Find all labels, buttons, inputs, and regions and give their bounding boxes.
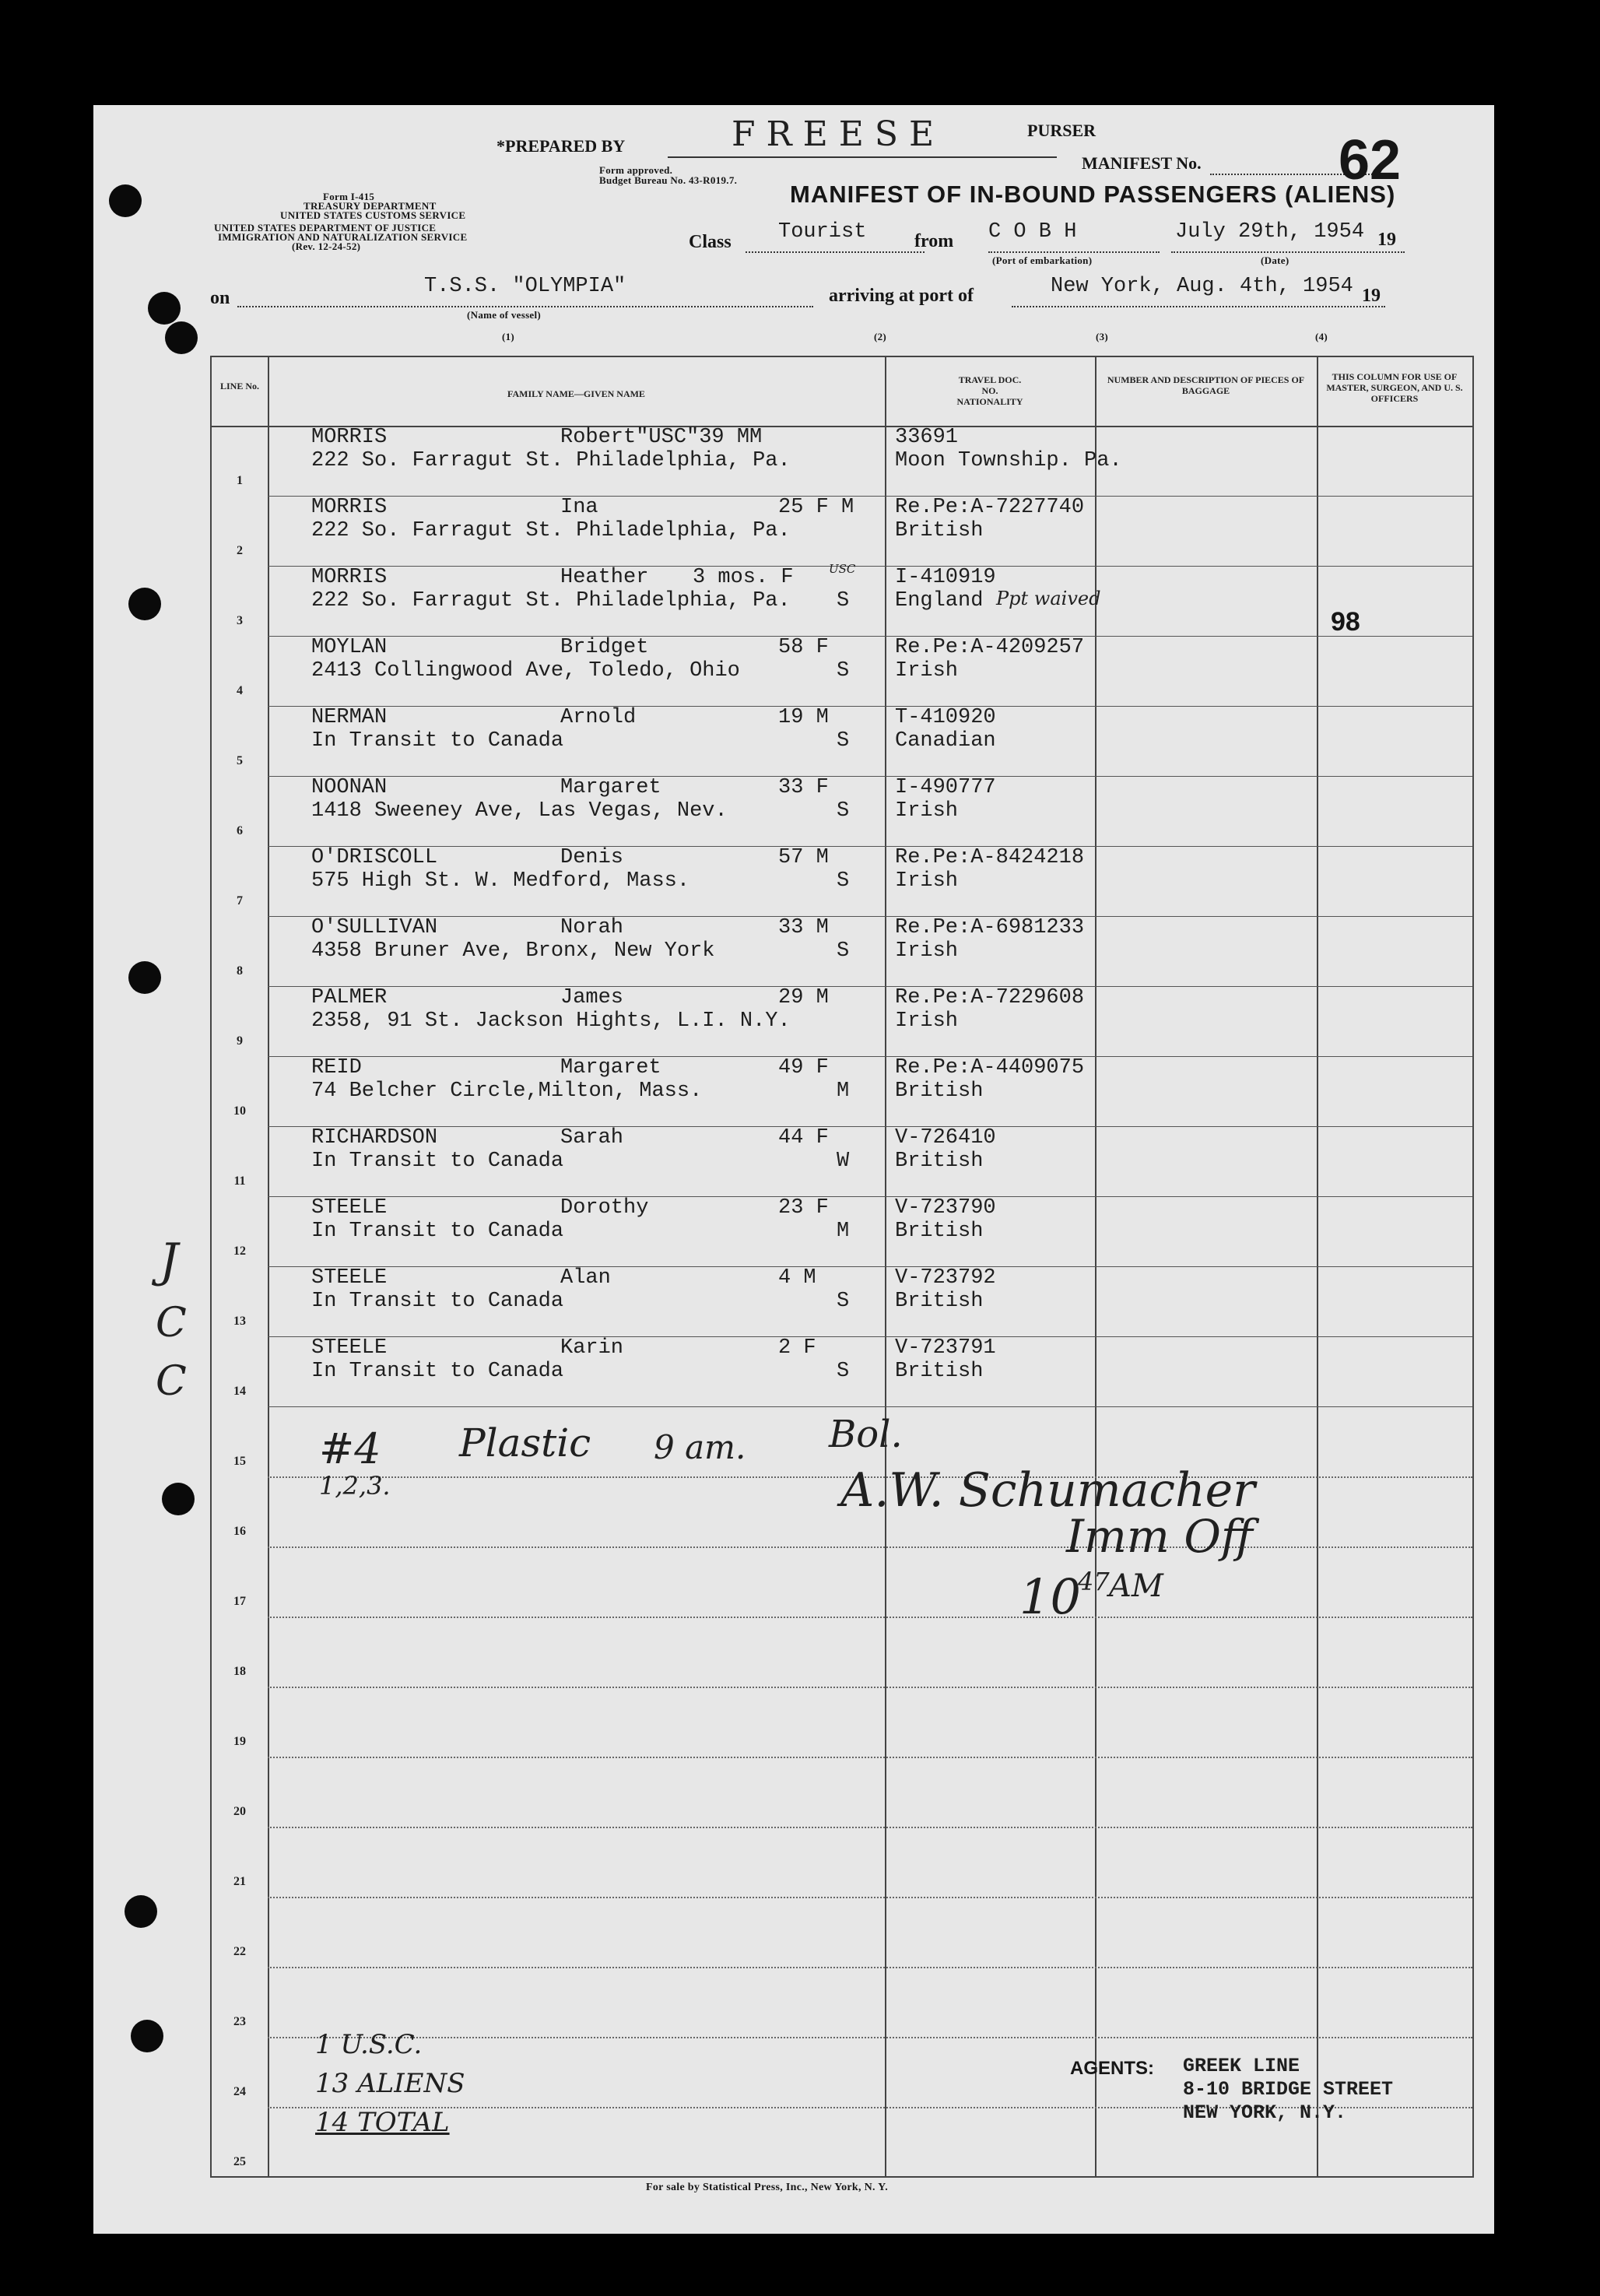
vessel-caption: (Name of vessel) [467, 309, 542, 321]
line-number: 18 [233, 1665, 246, 1678]
line-number: 7 [237, 894, 243, 908]
punch-hole [125, 1895, 157, 1928]
handwritten-plastic: Plastic [459, 1420, 591, 1466]
arrival-year-suffix: 19 [1362, 286, 1381, 306]
punch-hole [128, 961, 161, 994]
line-number: 11 [233, 1174, 246, 1188]
dept-ins: IMMIGRATION AND NATURALIZATION SERVICE [218, 231, 468, 243]
passenger-address: In Transit to Canada [311, 1220, 564, 1243]
row-divider [268, 636, 1472, 637]
line-number: 16 [233, 1525, 246, 1538]
arriving-label: arriving at port of [829, 286, 974, 306]
manifest-no-label: MANIFEST No. [1082, 153, 1202, 173]
line-number: 2 [237, 544, 243, 557]
passenger-marital-status: M [837, 1080, 850, 1103]
passenger-nationality: Canadian [895, 729, 996, 753]
line-number: 22 [233, 1945, 246, 1958]
row-divider [268, 1827, 1472, 1828]
handwritten-minutes: 47 [1078, 1567, 1110, 1596]
handwritten-time: 9 am. [654, 1428, 746, 1466]
row-divider [268, 1967, 1472, 1968]
line-number: 19 [233, 1735, 246, 1748]
passenger-nationality: Irish [895, 869, 959, 893]
agent-street: 8-10 BRIDGE STREET [1183, 2078, 1394, 2101]
travel-doc-number: V-726410 [895, 1126, 996, 1150]
passenger-family-name: NERMAN [311, 706, 388, 729]
travel-doc-number: 33691 [895, 426, 959, 449]
year-suffix: 19 [1377, 230, 1396, 250]
row-divider [268, 1126, 1472, 1127]
passenger-address: 1418 Sweeney Ave, Las Vegas, Nev. [311, 799, 728, 823]
passenger-marital-status: S [837, 939, 850, 963]
passenger-nationality: British [895, 1220, 984, 1243]
passenger-nationality: Moon Township. Pa. [895, 449, 1122, 472]
punch-hole [131, 2020, 163, 2052]
passenger-nationality: British [895, 1150, 984, 1173]
budget-bureau: Budget Bureau No. 43-R019.7. [599, 174, 738, 186]
row-divider [268, 1897, 1472, 1898]
passenger-marital-status: S [837, 1290, 850, 1313]
passenger-address: In Transit to Canada [311, 1290, 564, 1313]
row-divider [268, 846, 1472, 847]
form-number: Form I-415 [323, 191, 375, 202]
total-aliens: 13 ALIENS [315, 2068, 465, 2099]
row-divider [268, 706, 1472, 707]
passenger-given-name: Margaret [560, 776, 661, 799]
passenger-family-name: STEELE [311, 1196, 388, 1220]
passenger-nationality: England [895, 589, 984, 613]
travel-doc-number: Re.Pe:A-6981233 [895, 916, 1085, 939]
passenger-family-name: REID [311, 1056, 362, 1080]
passenger-age-sex: 33 F [778, 776, 829, 799]
row-divider [268, 916, 1472, 917]
travel-doc-number: Re.Pe:A-4209257 [895, 636, 1085, 659]
form-approved: Form approved. [599, 164, 673, 176]
passenger-marital-status: S [837, 799, 850, 823]
passenger-family-name: O'DRISCOLL [311, 846, 438, 869]
travel-doc-number: I-410919 [895, 566, 996, 589]
travel-doc-number: Re.Pe:A-8424218 [895, 846, 1085, 869]
passenger-marital-status: W [837, 1150, 850, 1173]
col-caption-3: (3) [1096, 331, 1109, 342]
passenger-marital-status: S [837, 1360, 850, 1383]
passenger-marital-status: S [837, 729, 850, 753]
passenger-given-name: Arnold [560, 706, 637, 729]
line-number: 20 [233, 1805, 246, 1818]
passenger-given-name: Bridget [560, 636, 649, 659]
purser-label: PURSER [1027, 121, 1096, 140]
passenger-age-sex: 19 M [778, 706, 829, 729]
passenger-nationality: Irish [895, 799, 959, 823]
passenger-marital-status: S [837, 589, 850, 613]
passenger-family-name: PALMER [311, 986, 388, 1009]
passenger-age-sex: 3 mos. F [693, 566, 794, 589]
travel-doc-number: V-723792 [895, 1266, 996, 1290]
passenger-given-name: Alan [560, 1266, 611, 1290]
col-caption-4: (4) [1315, 331, 1328, 342]
vessel-name: T.S.S. "OLYMPIA" [424, 275, 626, 298]
passenger-address: 222 So. Farragut St. Philadelphia, Pa. [311, 449, 791, 472]
row-divider [268, 1336, 1472, 1337]
passenger-given-name: Dorothy [560, 1196, 649, 1220]
passenger-nationality: British [895, 1290, 984, 1313]
header-line-no: LINE No. [219, 381, 259, 391]
row-divider [268, 1546, 1472, 1548]
departure-date: July 29th, 1954 [1175, 220, 1365, 244]
passenger-given-name: Karin [560, 1336, 624, 1360]
passenger-address: 74 Belcher Circle,Milton, Mass. [311, 1080, 703, 1103]
passenger-address: 4358 Bruner Ave, Bronx, New York [311, 939, 715, 963]
ppt-waived-note: Ppt waived [996, 588, 1101, 609]
col-caption-1: (1) [502, 331, 515, 342]
port-caption: (Port of embarkation) [992, 255, 1093, 266]
row-divider [268, 496, 1472, 497]
passenger-family-name: RICHARDSON [311, 1126, 438, 1150]
passenger-marital-status: S [837, 869, 850, 893]
agent-name: GREEK LINE [1183, 2055, 1300, 2077]
row-divider [268, 1617, 1472, 1618]
manifest-title: MANIFEST OF IN-BOUND PASSENGERS (ALIENS) [790, 181, 1396, 208]
form-rev: (Rev. 12-24-52) [292, 240, 361, 252]
passenger-age-sex: 57 M [778, 846, 829, 869]
row-divider [268, 2037, 1472, 2038]
passenger-age-sex: 25 F M [778, 496, 854, 519]
total-all: 14 TOTAL [315, 2107, 450, 2138]
passenger-marital-status: M [837, 1220, 850, 1243]
passenger-family-name: STEELE [311, 1336, 388, 1360]
header-officers: THIS COLUMN FOR USE OF MASTER, SURGEON, AND U. S. OFFICERS [1326, 371, 1463, 404]
passenger-age-sex: 2 F [778, 1336, 816, 1360]
passenger-family-name: MORRIS [311, 496, 388, 519]
passenger-age-sex: 23 F [778, 1196, 829, 1220]
total-usc: 1 U.S.C. [315, 2029, 423, 2060]
row-divider [268, 1406, 1472, 1407]
punch-hole [128, 588, 161, 620]
row-divider [268, 986, 1472, 987]
passenger-address: 2413 Collingwood Ave, Toledo, Ohio [311, 659, 740, 683]
row-divider [268, 776, 1472, 777]
dept-customs: UNITED STATES CUSTOMS SERVICE [280, 209, 466, 221]
from-label: from [914, 231, 954, 251]
line-number: 9 [237, 1034, 243, 1048]
passenger-family-name: NOONAN [311, 776, 388, 799]
passenger-nationality: British [895, 1360, 984, 1383]
class-label: Class [689, 232, 732, 252]
passenger-family-name: O'SULLIVAN [311, 916, 438, 939]
col-caption-2: (2) [874, 331, 887, 342]
travel-doc-number: Re.Pe:A-7227740 [895, 496, 1085, 519]
line-number: 12 [233, 1245, 246, 1258]
handwritten-bol: Bol. [829, 1413, 903, 1456]
margin-mark: C [156, 1300, 187, 1346]
passenger-address: 2358, 91 St. Jackson Hights, L.I. N.Y. [311, 1009, 791, 1033]
passenger-age-sex: 33 M [778, 916, 829, 939]
handwritten-am: AM [1109, 1568, 1163, 1604]
on-label: on [210, 288, 230, 308]
handwritten-note-4: #4 [319, 1424, 381, 1473]
passenger-age-sex: 49 F [778, 1056, 829, 1080]
passenger-address: In Transit to Canada [311, 1360, 564, 1383]
passenger-address: In Transit to Canada [311, 729, 564, 753]
line-number: 10 [233, 1104, 246, 1118]
usc-note: USC [829, 562, 856, 576]
dept-treasury: TREASURY DEPARTMENT [304, 200, 437, 212]
passenger-family-name: MOYLAN [311, 636, 388, 659]
line-number: 5 [237, 754, 243, 767]
passenger-given-name: Sarah [560, 1126, 624, 1150]
punch-hole [162, 1483, 195, 1515]
row-divider [268, 1056, 1472, 1057]
passenger-address: In Transit to Canada [311, 1150, 564, 1173]
passenger-given-name: Margaret [560, 1056, 661, 1080]
passenger-given-name: Robert"USC"39 MM [560, 426, 763, 449]
passenger-age-sex: 4 M [778, 1266, 816, 1290]
travel-doc-number: T-410920 [895, 706, 996, 729]
passenger-age-sex: 44 F [778, 1126, 829, 1150]
passenger-given-name: Norah [560, 916, 624, 939]
line-number: 17 [233, 1595, 246, 1608]
travel-doc-number: I-490777 [895, 776, 996, 799]
passenger-given-name: Ina [560, 496, 598, 519]
line-number: 24 [233, 2085, 246, 2098]
passenger-nationality: Irish [895, 939, 959, 963]
handwritten-rows: 1,2,3. [319, 1471, 391, 1501]
row-divider [268, 1687, 1472, 1688]
line-number: 23 [233, 2015, 246, 2028]
arrival-port-date: New York, Aug. 4th, 1954 [1051, 275, 1353, 298]
row-divider [268, 1757, 1472, 1758]
agent-city: NEW YORK, N.Y. [1183, 2101, 1347, 2124]
printer-footer: For sale by Statistical Press, Inc., New York, N. Y. [646, 2182, 889, 2193]
imm-off-signature: Imm Off [1066, 1510, 1253, 1563]
prepared-by-value: FREESE [732, 114, 946, 154]
manifest-sheet [93, 105, 1494, 2234]
travel-doc-number: V-723790 [895, 1196, 996, 1220]
class-value: Tourist [778, 220, 867, 244]
row-divider [268, 1266, 1472, 1267]
passenger-nationality: British [895, 1080, 984, 1103]
punch-hole [165, 321, 198, 354]
header-baggage: NUMBER AND DESCRIPTION OF PIECES OF BAGGAGE [1107, 374, 1305, 396]
passenger-age-sex: 58 F [778, 636, 829, 659]
manifest-number: 62 [1339, 129, 1402, 191]
travel-doc-number: Re.Pe:A-4409075 [895, 1056, 1085, 1080]
row-divider [268, 1196, 1472, 1197]
line-number: 14 [233, 1385, 246, 1398]
header-name: FAMILY NAME—GIVEN NAME [507, 388, 645, 399]
margin-mark: C [156, 1358, 187, 1405]
officer-signature: A.W. Schumacher [840, 1463, 1255, 1518]
passenger-given-name: Heather [560, 566, 649, 589]
line-number: 21 [233, 1875, 246, 1888]
travel-doc-number: Re.Pe:A-7229608 [895, 986, 1085, 1009]
punch-hole [148, 292, 181, 325]
margin-mark: J [160, 1234, 179, 1288]
officer-code: 98 [1331, 607, 1360, 637]
passenger-nationality: Irish [895, 659, 959, 683]
passenger-nationality: British [895, 519, 984, 542]
punch-hole [109, 184, 142, 217]
line-number: 13 [233, 1315, 246, 1328]
passenger-table [210, 356, 1474, 2178]
passenger-nationality: Irish [895, 1009, 959, 1033]
header-travel-doc: TRAVEL DOC. NO. NATIONALITY [956, 374, 1023, 407]
passenger-address: 222 So. Farragut St. Philadelphia, Pa. [311, 519, 791, 542]
passenger-age-sex: 29 M [778, 986, 829, 1009]
passenger-address: 222 So. Farragut St. Philadelphia, Pa. [311, 589, 791, 613]
line-number: 3 [237, 614, 243, 627]
passenger-address: 575 High St. W. Medford, Mass. [311, 869, 690, 893]
line-number: 6 [237, 824, 243, 837]
row-divider [268, 566, 1472, 567]
prepared-by-label: *PREPARED BY [496, 136, 626, 156]
passenger-given-name: James [560, 986, 624, 1009]
line-number: 25 [233, 2155, 246, 2168]
passenger-family-name: MORRIS [311, 566, 388, 589]
passenger-family-name: STEELE [311, 1266, 388, 1290]
line-number: 4 [237, 684, 243, 697]
handwritten-hour: 10 [1019, 1568, 1081, 1625]
date-caption: (Date) [1261, 255, 1289, 266]
passenger-marital-status: S [837, 659, 850, 683]
line-number: 15 [233, 1455, 246, 1468]
line-number: 1 [237, 474, 243, 487]
line-number: 8 [237, 964, 243, 978]
passenger-given-name: Denis [560, 846, 624, 869]
agents-label: AGENTS: [1070, 2058, 1154, 2079]
travel-doc-number: V-723791 [895, 1336, 996, 1360]
passenger-family-name: MORRIS [311, 426, 388, 449]
port-of-embarkation: C O B H [988, 220, 1077, 244]
dept-justice: UNITED STATES DEPARTMENT OF JUSTICE [214, 222, 437, 233]
